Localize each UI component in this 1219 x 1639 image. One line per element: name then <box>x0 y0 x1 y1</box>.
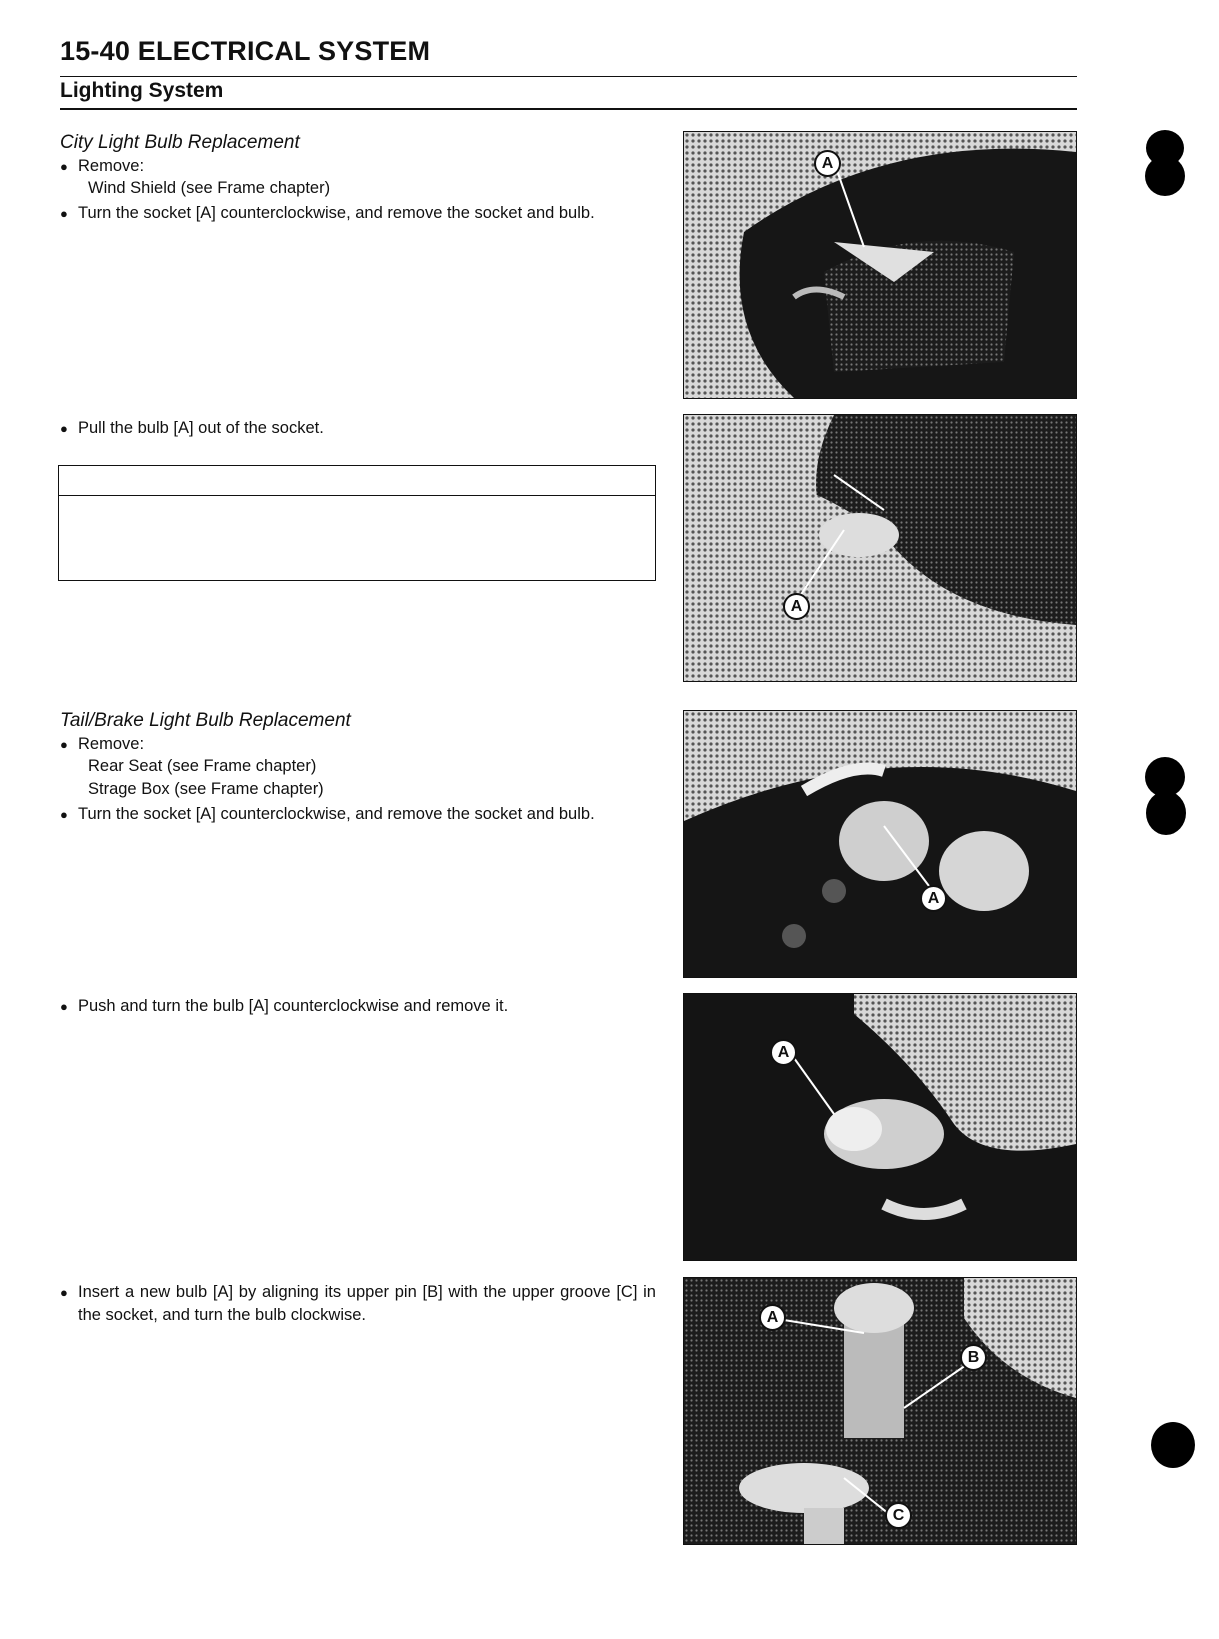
section-subtitle: Lighting System <box>60 79 224 102</box>
city-pull-text: Pull the bulb [A] out of the socket. <box>78 419 324 437</box>
bullet-icon: ● <box>60 206 68 221</box>
callout-a: A <box>920 885 947 912</box>
page-title: 15-40 ELECTRICAL SYSTEM <box>60 36 431 66</box>
tail-light-heading: Tail/Brake Light Bulb Replacement <box>60 710 351 731</box>
figure-tail-bulb-remove <box>683 993 1077 1261</box>
tail-remove-item: Rear Seat (see Frame chapter) <box>88 757 317 775</box>
city-light-heading: City Light Bulb Replacement <box>60 132 300 153</box>
callout-b: B <box>960 1344 987 1371</box>
bullet-icon: ● <box>60 999 68 1014</box>
city-remove-label: Remove: <box>78 157 145 175</box>
tail-insert-step <box>60 1281 656 1327</box>
figure-tail-socket <box>683 710 1077 978</box>
bullet-icon: ● <box>60 421 68 436</box>
caution-text <box>59 496 655 507</box>
bullet-icon: ● <box>60 1285 68 1300</box>
margin-mark-icon <box>1148 1420 1198 1475</box>
margin-mark-icon <box>1140 755 1190 840</box>
city-turn-step <box>60 202 656 225</box>
bullet-icon: ● <box>60 737 68 752</box>
tail-remove-label: Remove: <box>78 735 145 753</box>
photo-tail-bulb-remove <box>684 994 1076 1260</box>
callout-c: C <box>885 1502 912 1529</box>
subtitle-rule <box>60 108 1077 110</box>
figure-city-socket <box>683 131 1077 399</box>
tail-push-step <box>60 995 656 1018</box>
bullet-icon: ● <box>60 159 68 174</box>
photo-tail-socket <box>684 711 1076 977</box>
bullet-icon: ● <box>60 807 68 822</box>
figure-city-bulb <box>683 414 1077 682</box>
photo-city-socket <box>684 132 1076 398</box>
callout-a: A <box>759 1304 786 1331</box>
tail-turn-step <box>60 803 656 826</box>
photo-tail-bulb-insert <box>684 1278 1076 1544</box>
header-rule <box>60 76 1077 77</box>
city-turn-text: Turn the socket [A] counterclockwise, and remove the socket and bulb. <box>78 204 595 222</box>
figure-tail-bulb-insert <box>683 1277 1077 1545</box>
callout-a: A <box>770 1039 797 1066</box>
caution-box <box>58 465 656 581</box>
photo-city-bulb <box>684 415 1076 681</box>
margin-mark-icon <box>1140 128 1190 198</box>
tail-insert-text: Insert a new bulb [A] by aligning its upper pin [B] with the upper groove [C] in the socket, and turn the bulb clockwise. <box>78 1283 656 1324</box>
callout-a: A <box>814 150 841 177</box>
city-remove-item: Wind Shield (see Frame chapter) <box>88 179 331 197</box>
city-pull-step <box>60 417 656 440</box>
caution-heading <box>59 466 655 496</box>
tail-push-text: Push and turn the bulb [A] counterclockwise and remove it. <box>78 997 509 1015</box>
city-remove-step <box>60 155 656 178</box>
callout-a: A <box>783 593 810 620</box>
tail-remove-step <box>60 733 656 756</box>
tail-remove-item: Strage Box (see Frame chapter) <box>88 780 324 798</box>
tail-turn-text: Turn the socket [A] counterclockwise, and remove the socket and bulb. <box>78 805 595 823</box>
